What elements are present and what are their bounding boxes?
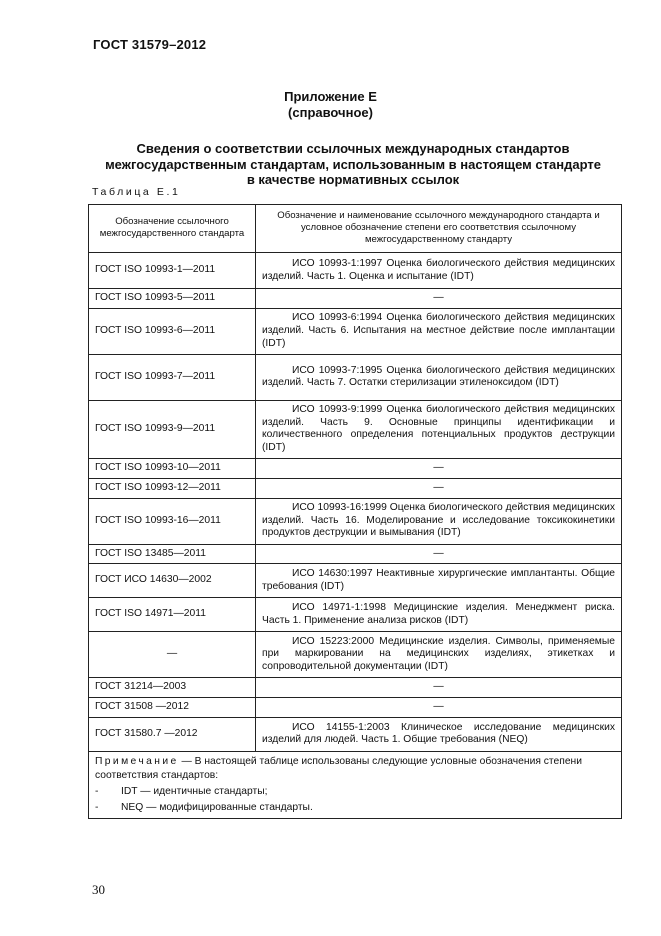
row-description: —	[256, 698, 622, 718]
table-row	[89, 598, 622, 632]
row-description: ИСО 14155-1:2003 Клиническое исследование медицинских изделий для людей. Часть 1. Общие требования (NEQ)	[256, 717, 622, 751]
document-code: ГОСТ 31579–2012	[93, 37, 207, 52]
row-description: —	[256, 289, 622, 309]
row-description: —	[256, 478, 622, 498]
section-title: Сведения о соответствии ссылочных международных стандартов межгосударственным стандартам, использованным в настоящем стандарте в качестве нормативных ссылок	[105, 141, 601, 187]
row-code: ГОСТ 31580.7 —2012	[89, 717, 256, 751]
header-international-standard: Обозначение и наименование ссылочного международного стандарта и условное обозначение степени его соответствия ссылочному межгосударственному стандарту	[256, 205, 622, 253]
table-row	[89, 289, 622, 309]
row-description: ИСО 15223:2000 Медицинские изделия. Символы, применяемые при маркировании на медицинских изделиях, этикетках и сопроводительной документации (IDT)	[256, 632, 622, 678]
standards-table	[88, 204, 622, 819]
row-description: ИСО 10993-7:1995 Оценка биологического действия медицинских изделий. Часть 7. Остатки стерилизации этиленоксидом (IDT)	[256, 354, 622, 400]
row-code: ГОСТ ISO 10993-5—2011	[89, 289, 256, 309]
table-note-row	[89, 751, 622, 818]
appendix-subtitle: (справочное)	[288, 105, 373, 120]
table-row	[89, 458, 622, 478]
row-code: ГОСТ ISO 10993-6—2011	[89, 308, 256, 354]
row-description: ИСО 10993-6:1994 Оценка биологического действия медицинских изделий. Часть 6. Испытания на местное действие после имплантации (IDT)	[256, 308, 622, 354]
row-description: —	[256, 544, 622, 564]
note-bullet: -	[95, 785, 99, 797]
table-row	[89, 253, 622, 289]
row-code: ГОСТ 31214—2003	[89, 678, 256, 698]
table-row	[89, 498, 622, 544]
table-row	[89, 400, 622, 458]
row-description: ИСО 10993-1:1997 Оценка биологического действия медицинских изделий. Часть 1. Оценка и испытание (IDT)	[256, 253, 622, 289]
table-row	[89, 308, 622, 354]
row-code: ГОСТ ИСО 14630—2002	[89, 564, 256, 598]
appendix-title: Приложение Е	[284, 89, 377, 104]
note-bullet: -	[95, 801, 99, 813]
table-caption: Таблица Е.1	[92, 186, 181, 198]
row-code: ГОСТ ISO 10993-7—2011	[89, 354, 256, 400]
row-code: ГОСТ ISO 13485—2011	[89, 544, 256, 564]
table-row	[89, 544, 622, 564]
page-number: 30	[92, 882, 105, 897]
row-description: ИСО 14630:1997 Неактивные хирургические имплантанты. Общие требования (IDT)	[256, 564, 622, 598]
table-row	[89, 632, 622, 678]
note-list-item	[95, 785, 615, 799]
table-note	[89, 751, 622, 818]
row-description: —	[256, 678, 622, 698]
table-row	[89, 564, 622, 598]
row-code: —	[89, 632, 256, 678]
row-code: ГОСТ ISO 14971—2011	[89, 598, 256, 632]
row-description: ИСО 14971-1:1998 Медицинские изделия. Менеджмент риска. Часть 1. Применение анализа рисков (IDT)	[256, 598, 622, 632]
note-item-text: NEQ — модифицированные стандарты.	[121, 801, 313, 813]
table-row	[89, 698, 622, 718]
note-text: — В настоящей таблице использованы следующие условные обозначения степени соответствия стандартов:	[95, 755, 582, 781]
row-code: ГОСТ ISO 10993-16—2011	[89, 498, 256, 544]
row-description: —	[256, 458, 622, 478]
note-item-text: IDT — идентичные стандарты;	[121, 785, 268, 797]
table-row	[89, 478, 622, 498]
row-code: ГОСТ ISO 10993-1—2011	[89, 253, 256, 289]
table-header-row	[89, 205, 622, 253]
row-description: ИСО 10993-9:1999 Оценка биологического действия медицинских изделий. Часть 9. Основные принципы идентификации и количественного определения потенциальных продуктов деструкции (IDT)	[256, 400, 622, 458]
row-description: ИСО 10993-16:1999 Оценка биологического действия медицинских изделий. Часть 16. Моделирование и исследование токсикокинетики продуктов деструкции и вымывания (IDT)	[256, 498, 622, 544]
table-row	[89, 354, 622, 400]
note-label: Примечание	[95, 755, 179, 767]
table-row	[89, 717, 622, 751]
table-row	[89, 678, 622, 698]
note-list-item	[95, 801, 615, 815]
row-code: ГОСТ ISO 10993-9—2011	[89, 400, 256, 458]
header-interstate-standard: Обозначение ссылочного межгосударственного стандарта	[89, 205, 256, 253]
row-code: ГОСТ 31508 —2012	[89, 698, 256, 718]
note-paragraph	[95, 755, 615, 783]
row-code: ГОСТ ISO 10993-10—2011	[89, 458, 256, 478]
row-code: ГОСТ ISO 10993-12—2011	[89, 478, 256, 498]
